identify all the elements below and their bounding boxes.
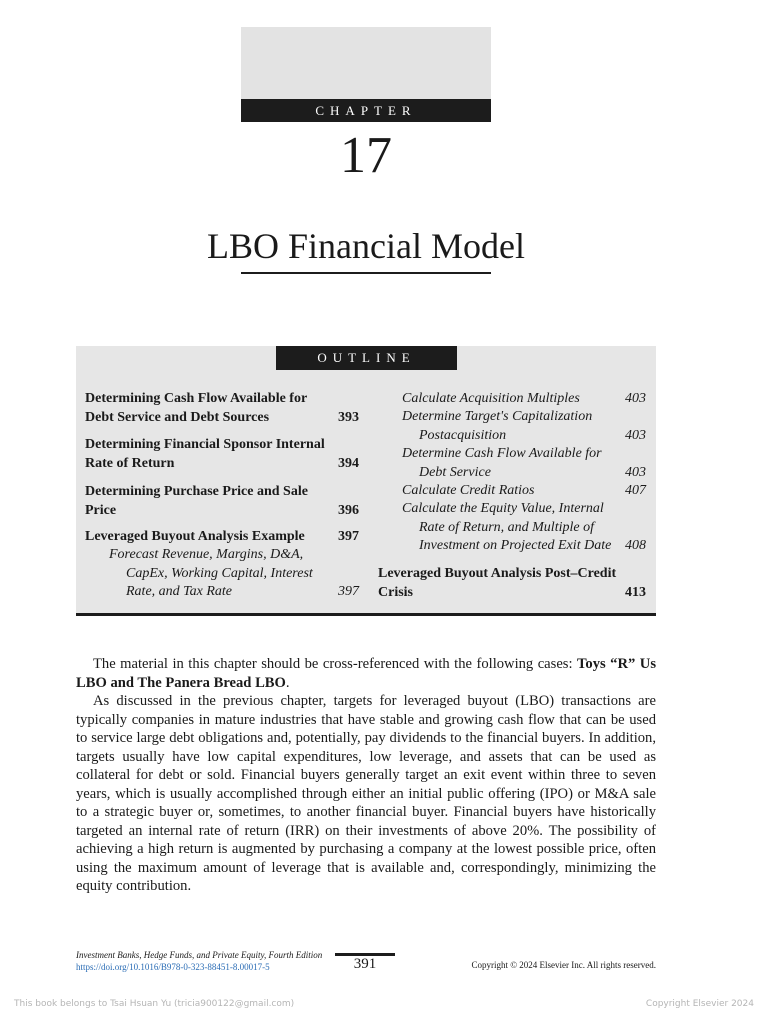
toc-entry-page: 394 bbox=[338, 455, 359, 471]
toc-entry-page: 403 bbox=[625, 427, 646, 443]
toc-entry-text: Calculate the Equity Value, Internal Rate of Return, and Multiple of Investment on Projected Exit Date bbox=[402, 501, 612, 553]
chapter-label: CHAPTER bbox=[241, 99, 491, 122]
toc-entry-page: 397 bbox=[338, 584, 359, 599]
toc-subentry[interactable] bbox=[402, 390, 646, 409]
paragraph bbox=[76, 655, 656, 692]
page-number: 391 bbox=[353, 956, 377, 972]
doi-link[interactable]: https://doi.org/10.1016/B978-0-323-88451-8.00017-5 bbox=[76, 962, 270, 972]
toc-entry-page: 408 bbox=[625, 538, 646, 553]
toc-entry[interactable] bbox=[85, 483, 359, 520]
toc-entry-text: Calculate Credit Ratios bbox=[402, 483, 535, 498]
toc-entry[interactable] bbox=[378, 565, 646, 602]
toc-entry-page: 407 bbox=[625, 483, 646, 498]
toc-entry-text: Determining Purchase Price and Sale Price bbox=[85, 484, 308, 518]
toc-entry-text: Leveraged Buyout Analysis Post–Credit Crisis bbox=[378, 566, 617, 600]
toc-subentry[interactable] bbox=[402, 445, 646, 482]
paragraph: As discussed in the previous chapter, targets for leveraged buyout (LBO) transactions are typically companies in mature industries that have stable and growing cash flow that can be used to service large debt obligations and, potentially, pay dividends to the financial buyers. In addition, targets usually have low capital expenditures, low leverage, and assets that can be used as collateral for debt or sold. Financial buyers generally target an exit event within three to seven years, which is usually accomplished through either an initial public offering (IPO) or M&A sale to a strategic buyer or, sometimes, to another financial buyer. Financial buyers have historically targeted an internal rate of return (IRR) on their investments of above 20%. The possibility of achieving a high return is augmented by purchasing a company at the lowest possible price, often using the maximum amount of leverage that is available and, correspondingly, minimizing the equity contribution. bbox=[76, 693, 656, 894]
toc-entry-text: Determine Target's Capitalization Postacquisition bbox=[402, 409, 593, 443]
paragraph-text: The material in this chapter should be cross-referenced with the following cases: bbox=[93, 656, 578, 672]
toc-entry-text: Determine Cash Flow Available for Debt Service bbox=[402, 446, 602, 480]
chapter-number: 17 bbox=[340, 127, 392, 184]
toc-entry-text: Leveraged Buyout Analysis Example bbox=[85, 529, 305, 544]
body-text bbox=[76, 655, 656, 896]
toc-entry[interactable] bbox=[85, 436, 359, 473]
toc-subentry[interactable] bbox=[402, 408, 646, 445]
toc-subentry[interactable] bbox=[109, 546, 359, 602]
chapter-header-block bbox=[241, 27, 491, 99]
paragraph-end: . bbox=[285, 674, 290, 691]
toc-entry-text: Determining Cash Flow Available for Debt Service and Debt Sources bbox=[85, 391, 307, 425]
watermark-copyright: Copyright Elsevier 2024 bbox=[645, 999, 754, 1009]
copyright: Copyright © 2024 Elsevier Inc. All rights reserved. bbox=[471, 960, 656, 970]
outline-bottom-rule bbox=[76, 613, 656, 616]
toc-entry-page: 403 bbox=[625, 464, 646, 480]
toc-entry-page: 397 bbox=[338, 529, 359, 544]
watermark-owner: This book belongs to Tsai Hsuan Yu (tricia900122@gmail.com) bbox=[14, 999, 295, 1009]
title-rule bbox=[241, 272, 491, 274]
toc-entry-text: Determining Financial Sponsor Internal Rate of Return bbox=[85, 437, 325, 471]
toc-entry-text: Forecast Revenue, Margins, D&A, CapEx, Working Capital, Interest Rate, and Tax Rate bbox=[109, 547, 313, 599]
footer-citation bbox=[76, 949, 322, 973]
book-title: Investment Banks, Hedge Funds, and Private Equity, Fourth Edition bbox=[76, 950, 323, 960]
toc-entry-page: 413 bbox=[625, 584, 646, 600]
toc-entry-page: 403 bbox=[625, 391, 646, 406]
toc-entry-page: 396 bbox=[338, 502, 359, 518]
toc-entry-text: Calculate Acquisition Multiples bbox=[402, 391, 580, 406]
toc-entry[interactable] bbox=[85, 390, 359, 427]
outline-label: OUTLINE bbox=[276, 346, 457, 370]
toc-entry[interactable] bbox=[85, 528, 359, 547]
chapter-title: LBO Financial Model bbox=[207, 226, 525, 266]
toc-entry-page: 393 bbox=[338, 409, 359, 425]
case-references: Toys “R” Us LBO and The Panera Bread LBO bbox=[76, 656, 656, 691]
toc-subentry[interactable] bbox=[402, 482, 646, 501]
toc-subentry[interactable] bbox=[402, 500, 646, 556]
